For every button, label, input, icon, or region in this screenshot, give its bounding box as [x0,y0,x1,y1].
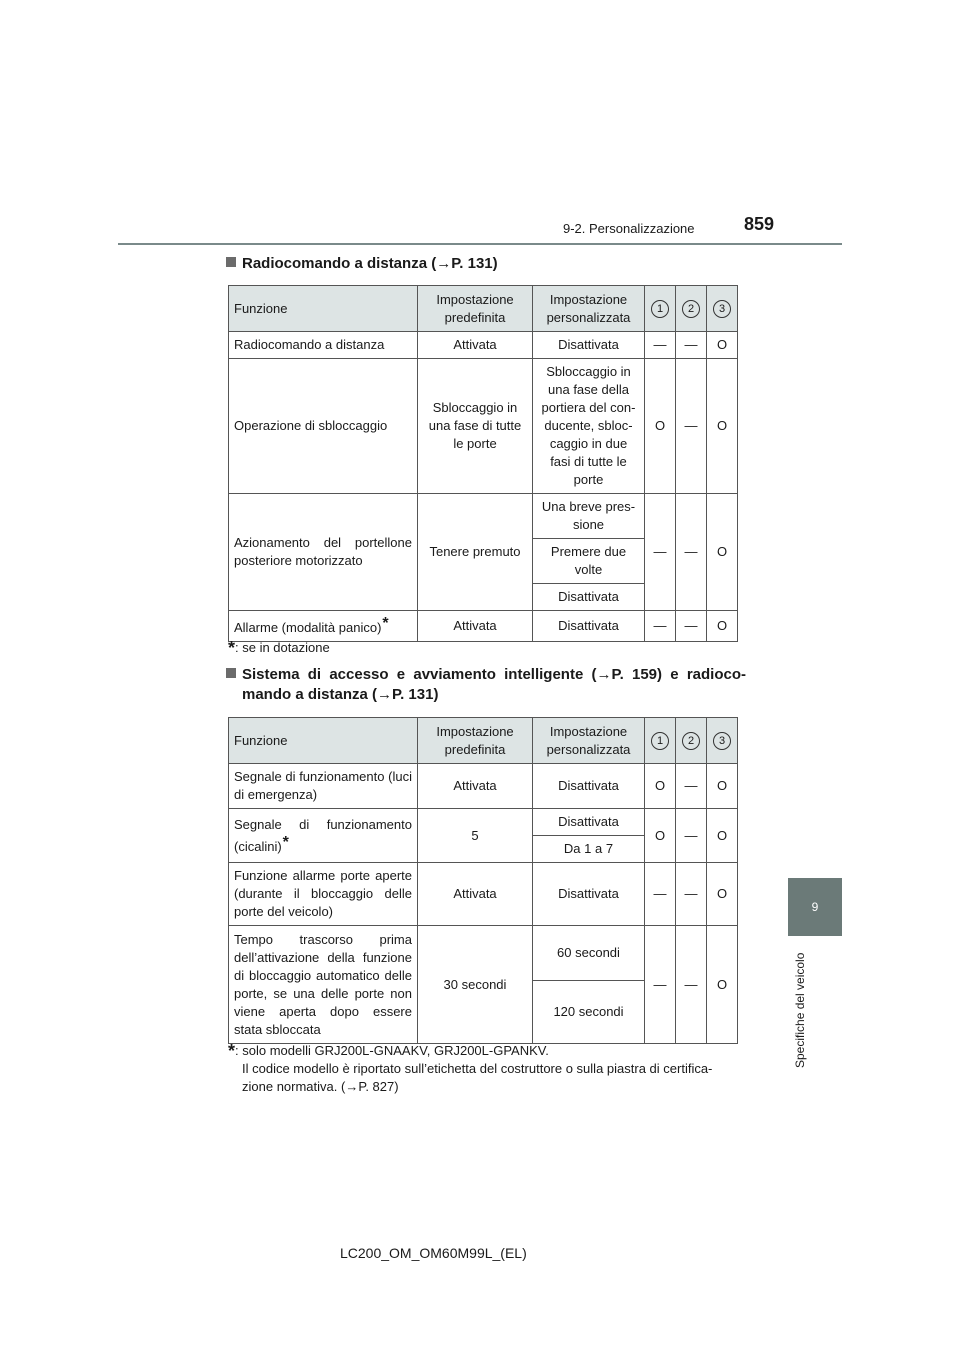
col-header-default: Impostazione predefinita [418,718,533,764]
table-row: Tempo trascorso prima dell’attivazione della funzione di bloccaggio automatico delle porte, se una delle porte non viene aperta dopo essere stata sbloccata 30 secondi 60 secondi — — O [229,926,738,981]
col-header-3 [707,718,738,764]
square-bullet-icon [226,257,236,267]
table-row: Radiocomando a distanza Attivata Disattivata — — O [229,332,738,359]
table-row: Premere due volte [229,539,738,584]
table-header-row [229,286,738,332]
footnote-star: * [282,833,289,851]
table-row: 120 secondi [229,981,738,1044]
col-header-1 [645,286,676,332]
section-header: 9-2. Personalizzazione [563,221,695,236]
circled-1-icon: 1 [651,300,669,318]
table-row: Segnale di funzionamento (luci di emergenza) Attivata Disattivata O — O [229,764,738,809]
col-header-default: Impostazione predefinita [418,286,533,332]
square-bullet-icon [226,668,236,678]
table-row: Funzione allarme porte aperte (durante il bloccaggio delle porte del veicolo) Attivata Disattivata — — O [229,863,738,926]
col-header-2 [676,718,707,764]
circled-3-icon: 3 [713,732,731,750]
col-header-1 [645,718,676,764]
col-header-function: Funzione [229,286,418,332]
table-row: Segnale di funzionamento (cicalini)* 5 Disattivata O — O [229,809,738,836]
table-row: Azionamento del portellone posteriore motorizzato Tenere premuto Una breve pres-sione — — O [229,494,738,539]
footnote-star: * [382,615,389,632]
chapter-label: Specifiche del veicolo [793,952,807,1068]
chapter-tab: 9 [788,878,842,936]
section-title-remote: Radiocomando a distanza (→P. 131) [226,252,498,276]
smart-entry-settings-table [228,717,738,1044]
circled-3-icon: 3 [713,300,731,318]
table-row: Operazione di sbloccaggio Sbloccaggio in una fase di tutte le porte Sbloccaggio in una fase della portiera del con-ducente, sbloc-caggio in due fasi di tutte le porte O — O [229,359,738,494]
table-row: Allarme (modalità panico)* Attivata Disattivata — — O [229,611,738,642]
header-divider [118,243,842,245]
col-header-function: Funzione [229,718,418,764]
table-row: Disattivata [229,584,738,611]
remote-settings-table [228,285,738,642]
table-row: Da 1 a 7 [229,836,738,863]
page-number: 859 [744,214,775,234]
section-title-smart-entry: Sistema di accesso e avviamento intelligente (→P. 159) e radioco- [226,663,746,687]
footnote-2: *: solo modelli GRJ200L-GNAAKV, GRJ200L-GPANKV. Il codice modello è riportato sull’etichetta del costruttore o sulla piastra di certifica- zione normativa. (→P. 827) [228,1041,713,1094]
circled-2-icon: 2 [682,300,700,318]
footnote-1: *: se in dotazione [228,638,330,658]
table-header-row [229,718,738,764]
circled-1-icon: 1 [651,732,669,750]
document-code: LC200_OM_OM60M99L_(EL) [340,1245,527,1261]
circled-2-icon: 2 [682,732,700,750]
col-header-custom: Impostazione personalizzata [533,718,645,764]
col-header-custom: Impostazione personalizzata [533,286,645,332]
section-title-smart-entry-cont: mando a distanza (→P. 131) [242,686,439,703]
col-header-3 [707,286,738,332]
col-header-2 [676,286,707,332]
